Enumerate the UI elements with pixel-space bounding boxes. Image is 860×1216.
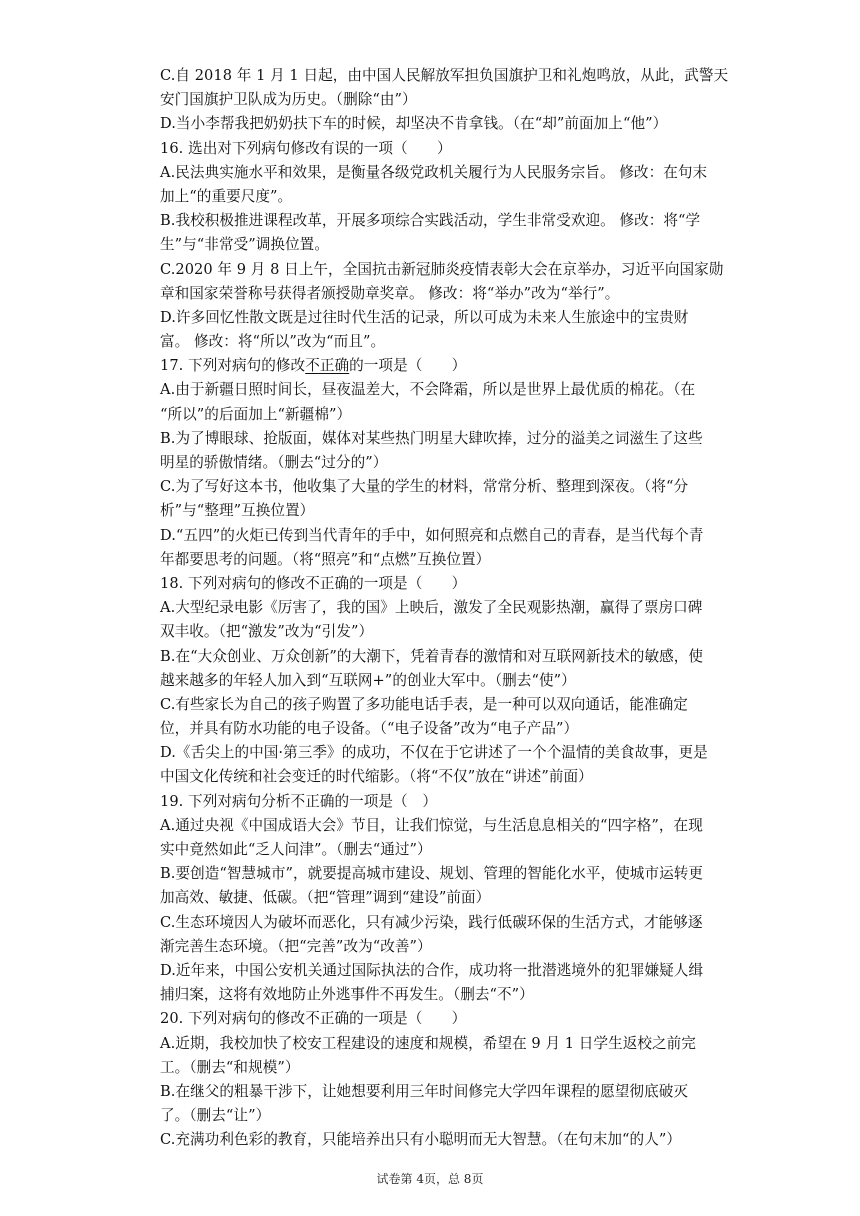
text-line: C.生态环境因人为破坏而恶化，只有减少污染，践行低碳环保的生活方式，才能够逐 — [160, 913, 703, 931]
text-line: A.近期，我校加快了校安工程建设的速度和规模，希望在 9 月 1 日学生返校之前完 — [160, 1034, 696, 1052]
text-line: D.“五四”的火炬已传到当代青年的手中，如何照亮和点燃自己的青春，是当代每个青 — [160, 526, 704, 544]
text-line: A.民法典实施水平和效果，是衡量各级党政机关履行为人民服务宗旨。 修改：在句末 — [160, 163, 708, 181]
text-line: 中国文化传统和社会变迁的时代缩影。（将“不仅”放在“讲述”前面） — [160, 768, 593, 786]
text-line: A.由于新疆日照时间长，昼夜温差大，不会降霜，所以是世界上最优质的棉花。（在 — [160, 381, 696, 399]
text-line: B.要创造“智慧城市”，就要提高城市建设、规划、管理的智能化水平，使城市运转更 — [160, 865, 704, 883]
text-line: C.2020 年 9 月 8 日上午，全国抗击新冠肺炎疫情表彰大会在京举办，习近平向国家勋 — [160, 260, 724, 278]
text-line: 年都要思考的问题。（将“照亮”和“点燃”互换位置） — [160, 550, 491, 568]
text-line: 实中竟然如此“乏人问津”。（删去“通过”） — [160, 841, 432, 858]
text-line: 富。 修改：将“所以”改为“而且”。 — [160, 333, 386, 351]
question-text — [160, 64, 740, 1152]
q17-prefix: 17. 下列对病句的修改 — [160, 357, 306, 375]
question-18-stem: 18. 下列对病句的修改不正确的一项是（ ） — [160, 574, 467, 592]
text-line: C.有些家长为自己的孩子购置了多功能电话手表，是一种可以双向通话，能准确定 — [160, 695, 688, 713]
question-17-stem — [160, 354, 740, 378]
text-line: 章和国家荣誉称号获得者颁授勋章奖章。 修改：将“举办”改为“举行”。 — [160, 284, 620, 302]
text-line: D.《舌尖上的中国·第三季》的成功，不仅在于它讲述了一个个温情的美食故事，更是 — [160, 744, 708, 762]
text-line: 位，并具有防水功能的电子设备。（“电子设备”改为“电子产品”） — [160, 720, 579, 738]
text-line: 捕归案，这将有效地防止外逃事件不再发生。（删去“不”） — [160, 986, 534, 1004]
text-line: 渐完善生态环境。（把“完善”改为“改善”） — [160, 937, 432, 955]
text-line: 加高效、敏捷、低碳。（把“管理”调到“建设”前面） — [160, 889, 491, 907]
text-line: “所以”的后面加上“新疆棉”） — [160, 405, 352, 423]
text-line: C.为了写好这本书，他收集了大量的学生的材料，常常分析、整理到深夜。（将“分 — [160, 478, 689, 496]
text-line: 了。（删去“让”） — [160, 1107, 271, 1125]
q17-underlined: 不正确 — [305, 357, 350, 375]
text-line: 工。（删去“和规模”） — [160, 1058, 300, 1076]
text-line: B.为了博眼球、抢版面，媒体对某些热门明星大肆吹捧，过分的溢美之词滋生了这些 — [160, 429, 703, 447]
text-line: D.近年来，中国公安机关通过国际执法的合作，成功将一批潜逃境外的犯罪嫌疑人缉 — [160, 961, 704, 979]
text-line: 越来越多的年轻人加入到“互联网+”的创业大军中。（删去“使”） — [160, 671, 576, 689]
text-line: D.许多回忆性散文既是过往时代生活的记录，所以可成为未来人生旅途中的宝贵财 — [160, 308, 689, 326]
text-line: D.当小李帮我把奶奶扶下车的时候，却坚决不肯拿钱。（在“却”前面加上“他”） — [160, 115, 668, 133]
text-line: A.大型纪录电影《厉害了，我的国》上映后，激发了全民观影热潮，赢得了票房口碑 — [160, 599, 703, 617]
q17-suffix: 的一项是（ ） — [349, 357, 467, 375]
text-line: 析”与“整理”互换位置） — [160, 502, 315, 520]
question-16-stem: 16. 选出对下列病句修改有误的一项（ ） — [160, 139, 452, 157]
text-line: A.通过央视《中国成语大会》节目，让我们惊觉，与生活息息相关的“四字格”，在现 — [160, 816, 703, 834]
text-line: B.我校积极推进课程改革，开展多项综合实践活动，学生非常受欢迎。 修改：将“学 — [160, 212, 701, 230]
text-line: 生”与“非常受”调换位置。 — [160, 236, 329, 254]
text-line: C.自 2018 年 1 月 1 日起，由中国人民解放军担负国旗护卫和礼炮鸣放，从此，武警天 — [160, 67, 729, 84]
question-19-stem: 19. 下列对病句分析不正确的一项是（ ） — [160, 792, 437, 810]
text-line: B.在继父的粗暴干涉下，让她想要利用三年时间修完大学四年课程的愿望彻底破灭 — [160, 1082, 688, 1100]
page-footer: 试卷第 4页，总 8页 — [376, 1172, 484, 1186]
text-line: 安门国旗护卫队成为历史。（删除“由”） — [160, 91, 417, 109]
question-20-stem: 20. 下列对病句的修改不正确的一项是（ ） — [160, 1010, 467, 1028]
text-line: B.在“大众创业、万众创新”的大潮下，凭着青春的激情和对互联网新技术的敏感，使 — [160, 647, 704, 665]
text-line: C.充满功利色彩的教育，只能培养出只有小聪明而无大智慧。（在句末加“的人”） — [160, 1131, 681, 1149]
text-line: 明星的骄傲情绪。（删去“过分的”） — [160, 454, 388, 471]
text-line: 加上“的重要尺度”。 — [160, 187, 293, 205]
text-line: 双丰收。（把“激发”改为“引发”） — [160, 623, 374, 641]
